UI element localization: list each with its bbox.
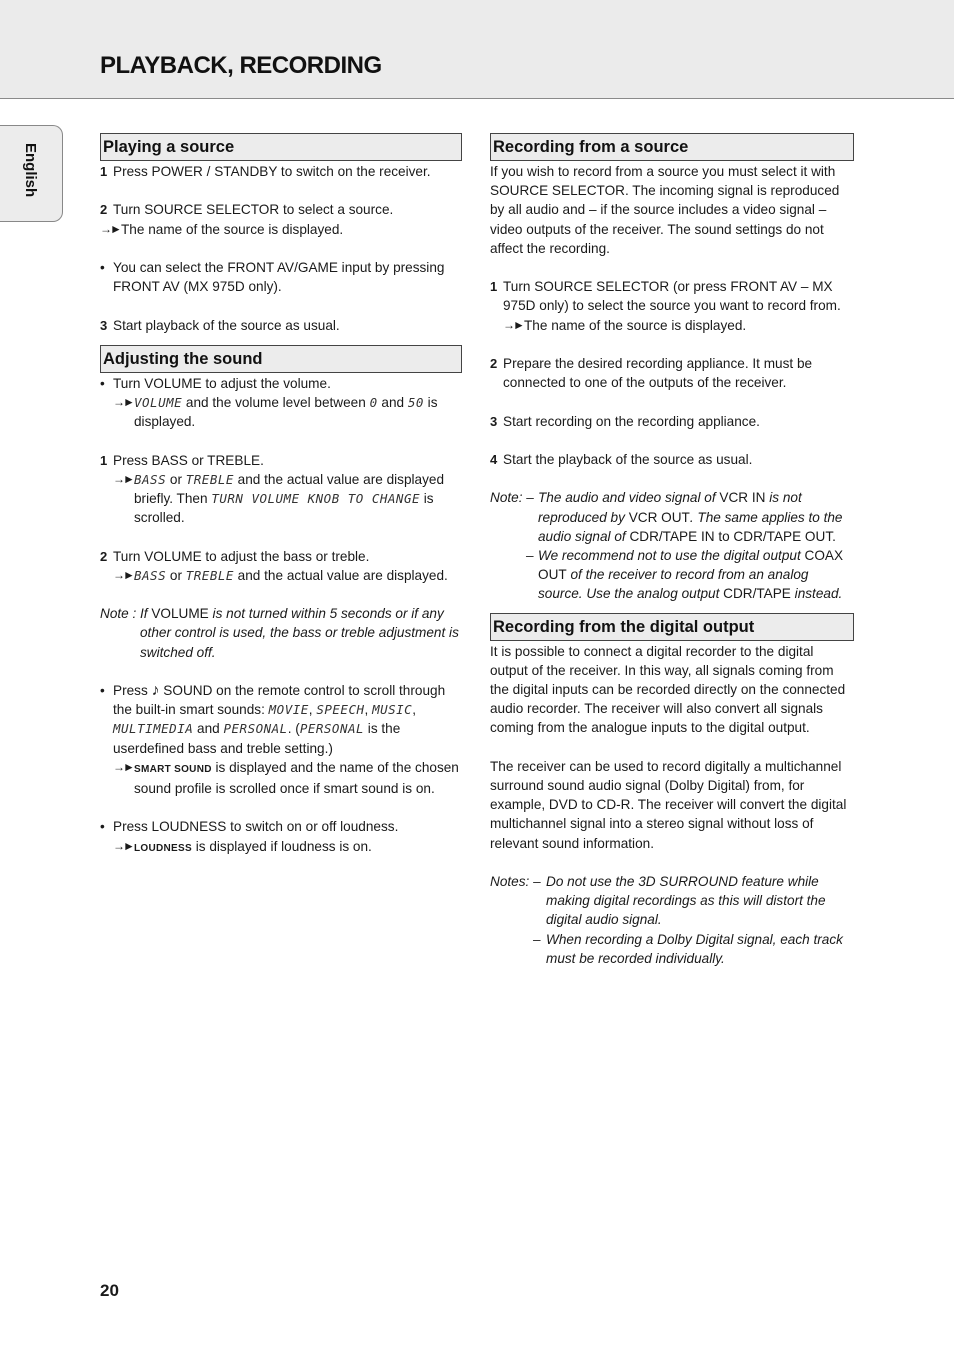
note-text: COAX OUT xyxy=(538,547,844,583)
note xyxy=(490,872,854,930)
intro-paragraph: If you wish to record from a source you must select it with SOURCE SELECTOR. The incoming signal is reproduced by all audio and – if the source includes a video signal – video outputs of the receiver. The sound settings do not affect the recording. xyxy=(490,164,840,256)
step-2 xyxy=(100,200,462,219)
display-text: MUSIC xyxy=(372,702,413,718)
step-number: 2 xyxy=(100,202,108,218)
arrow-icon: →► xyxy=(113,759,133,774)
note xyxy=(490,488,854,546)
step-number: 3 xyxy=(100,317,108,333)
bullet-text: . ( xyxy=(287,721,300,737)
result-text: is scrolled. xyxy=(134,490,434,526)
step-3 xyxy=(100,316,462,335)
language-label: English xyxy=(22,143,39,198)
step-3 xyxy=(490,412,854,431)
display-text: 50 xyxy=(407,394,424,410)
result-line xyxy=(113,837,462,858)
display-text: SPEECH xyxy=(316,702,365,718)
right-column xyxy=(490,133,854,968)
note-text: CDR/TAPE xyxy=(723,586,791,602)
bullet-icon: • xyxy=(100,259,105,275)
result-line xyxy=(503,316,854,335)
bullet-text: SOUND on the remote control to scroll through the built-in smart sounds: xyxy=(113,682,446,718)
result-text: The name of the source is displayed. xyxy=(524,317,747,333)
display-text: BASS xyxy=(134,471,167,487)
step-number: 1 xyxy=(100,164,108,179)
step-number: 2 xyxy=(100,548,108,564)
note-text: We recommend not to use the digital output xyxy=(538,547,805,563)
note xyxy=(490,930,854,968)
result-line xyxy=(113,758,462,798)
result-text: The name of the source is displayed. xyxy=(121,221,344,237)
step-text: Press POWER / STANDBY to switch on the receiver. xyxy=(113,164,431,179)
display-text: VOLUME xyxy=(134,394,183,410)
note-text: CDR/TAPE IN to CDR/TAPE OUT. xyxy=(629,528,836,544)
step-number: 3 xyxy=(490,413,498,429)
section-title-playing: Playing a source xyxy=(100,133,462,161)
step-text: Turn VOLUME to adjust the bass or treble. xyxy=(113,548,370,564)
arrow-icon: →► xyxy=(113,838,133,853)
music-note-icon: ♪ xyxy=(151,681,160,699)
bullet-text: and xyxy=(193,721,224,737)
display-text: TREBLE xyxy=(185,567,234,583)
note-text: of the receiver to record from an analog source. Use the analog output xyxy=(538,567,809,602)
display-text: BASS xyxy=(134,567,167,583)
section-title-adjusting: Adjusting the sound xyxy=(100,345,462,373)
bullet-text: , xyxy=(308,702,317,718)
note-text: VOLUME xyxy=(151,606,209,622)
note-text: If xyxy=(140,606,152,622)
result-text: is displayed and the name of the chosen sound profile is scrolled once if smart sound is on. xyxy=(134,759,459,796)
note xyxy=(100,604,462,662)
result-text: and the actual value are displayed briefly. Then xyxy=(134,471,444,506)
paragraph: It is possible to connect a digital recorder to the digital output of the receiver. In this way, all signals coming from the digital inputs can be recorded directly on the connected audio recorder. The receiver will also convert all signals coming from the analogue inputs to the digital output. xyxy=(490,643,846,736)
arrow-icon: →► xyxy=(113,471,133,486)
step-2 xyxy=(490,354,854,392)
step-number: 1 xyxy=(490,279,498,295)
result-line xyxy=(113,566,462,585)
step-4 xyxy=(490,450,854,469)
result-line xyxy=(100,220,462,239)
result-text: is displayed if loudness is on. xyxy=(191,838,372,854)
step-text: Start recording on the recording appliance. xyxy=(503,413,760,429)
display-indicator: SMART SOUND xyxy=(134,763,212,775)
step-text: Press BASS or TREBLE. xyxy=(113,452,264,468)
step-2 xyxy=(100,547,462,566)
step-1 xyxy=(490,277,854,315)
step-number: 4 xyxy=(490,451,498,467)
bullet-icon: • xyxy=(100,682,105,698)
bullet-text: You can select the FRONT AV/GAME input by pressing FRONT AV (MX 975D only). xyxy=(113,259,445,295)
note-text: instead. xyxy=(790,586,843,602)
bullet-item xyxy=(100,681,462,758)
step-1 xyxy=(100,162,462,181)
arrow-icon: →► xyxy=(113,567,133,582)
dash-icon: – xyxy=(533,931,541,947)
bullet-item xyxy=(100,817,462,836)
step-text: Start playback of the source as usual. xyxy=(113,317,340,333)
display-text: TREBLE xyxy=(185,471,234,487)
display-indicator: LOUDNESS xyxy=(134,842,192,854)
result-line xyxy=(113,393,462,431)
step-text: Prepare the desired recording appliance. It must be connected to one of the outputs of the receiver. xyxy=(503,356,813,391)
result-text: and the actual value are displayed. xyxy=(233,567,448,583)
page-title: PLAYBACK, RECORDING xyxy=(100,52,382,79)
dash-icon: – xyxy=(526,547,534,563)
bullet-text: Press LOUDNESS to switch on or off loudness. xyxy=(113,819,399,835)
bullet-item xyxy=(100,258,462,296)
display-text: PERSONAL xyxy=(299,721,365,737)
note-label: Note: – xyxy=(490,490,534,506)
step-number: 2 xyxy=(490,356,498,371)
display-text: TURN VOLUME KNOB TO CHANGE xyxy=(211,490,420,506)
result-text: and the volume level between xyxy=(182,394,370,410)
note-text: is not turned within 5 seconds or if any other control is used, the bass or treble adjustment is switched off. xyxy=(140,606,459,660)
section-title-recording-digital: Recording from the digital output xyxy=(490,613,854,641)
note-label: Note : xyxy=(100,606,137,622)
display-text: PERSONAL xyxy=(223,721,288,737)
arrow-icon: →► xyxy=(503,317,523,332)
bullet-icon: • xyxy=(100,819,105,835)
step-1 xyxy=(100,451,462,470)
result-text: or xyxy=(166,471,186,487)
display-text: 0 xyxy=(369,394,378,410)
result-line xyxy=(113,470,462,528)
bullet-text: is the userdefined bass and treble setting.) xyxy=(113,721,401,756)
result-text: is displayed. xyxy=(134,394,438,430)
display-text: MULTIMEDIA xyxy=(113,721,194,737)
note-text: When recording a Dolby Digital signal, each track must be recorded individually. xyxy=(546,931,843,966)
note-text: The audio and video signal of xyxy=(538,490,720,506)
bullet-text: Press xyxy=(113,682,152,698)
step-number: 1 xyxy=(100,452,108,468)
bullet-item xyxy=(100,374,462,393)
result-text: or xyxy=(166,567,186,583)
section-title-recording-source: Recording from a source xyxy=(490,133,854,161)
bullet-text: , xyxy=(412,702,416,718)
note xyxy=(490,546,854,604)
step-text: Turn SOURCE SELECTOR (or press FRONT AV – MX 975D only) to select the source you want to record from. xyxy=(503,279,841,314)
header-band xyxy=(0,0,954,99)
bullet-icon: • xyxy=(100,375,105,391)
note-text: VCR IN xyxy=(719,490,766,506)
bullet-text: Turn VOLUME to adjust the volume. xyxy=(113,375,331,391)
note-text: Do not use the 3D SURROUND feature while making digital recordings as this will distort the digital audio signal. xyxy=(546,874,826,928)
note-text: VCR OUT xyxy=(628,509,690,525)
left-column xyxy=(100,133,462,858)
note-text: . The same applies to the audio signal of xyxy=(538,509,843,544)
paragraph: The receiver can be used to record digitally a multichannel surround sound audio signal (Dolby Digital) from, for example, DVD to CD-R. The receiver will convert the digital multichannel signal into a stereo signal without loss of relevant sound information. xyxy=(490,758,847,851)
display-text: MOVIE xyxy=(268,702,309,718)
step-text: Turn SOURCE SELECTOR to select a source. xyxy=(113,202,394,218)
note-text: is not reproduced by xyxy=(538,490,802,525)
note-label: Notes: – xyxy=(490,874,541,889)
arrow-icon: →► xyxy=(100,221,120,236)
bullet-text: , xyxy=(364,702,373,718)
step-text: Start the playback of the source as usual. xyxy=(503,451,753,467)
result-text: and xyxy=(377,394,408,410)
arrow-icon: →► xyxy=(113,394,133,409)
page-number: 20 xyxy=(100,1281,119,1300)
